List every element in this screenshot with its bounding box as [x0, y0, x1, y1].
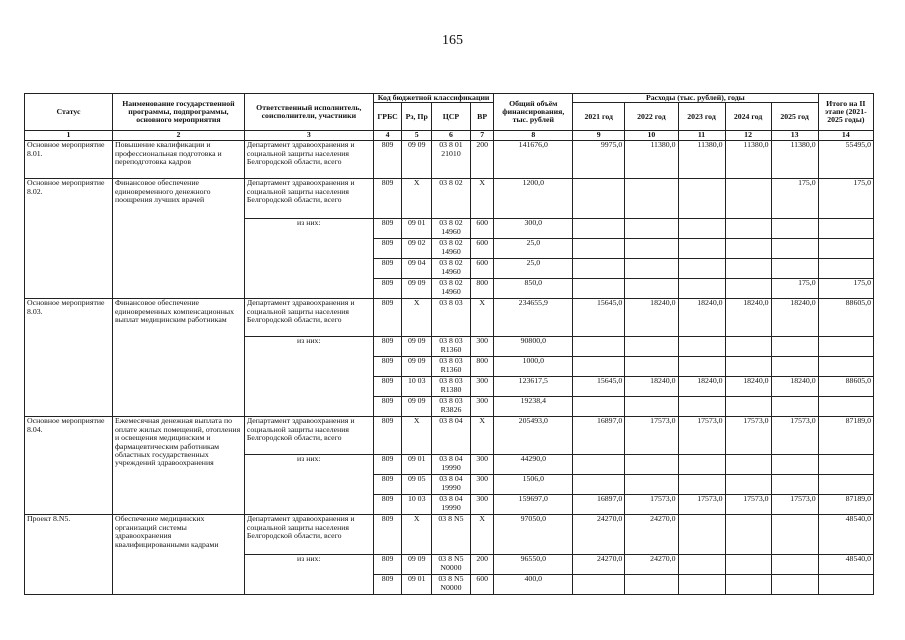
y2021-cell	[573, 357, 625, 377]
total-cell: 850,0	[494, 279, 573, 299]
column-number: 12	[725, 131, 771, 141]
header-total-financing: Общий объём финансирования, тыс. рублей	[494, 94, 573, 131]
csr-cell: 03 8 01 21010	[432, 141, 471, 179]
responsible-cell: из них:	[244, 337, 373, 357]
y2022-cell: 24270,0	[625, 515, 678, 555]
itogo-cell: 88605,0	[818, 299, 873, 337]
csr-cell: 03 8 02 14960	[432, 279, 471, 299]
grbs-cell: 809	[373, 417, 402, 455]
vr-cell: 800	[470, 279, 494, 299]
rz-pr-cell: 09 04	[402, 259, 432, 279]
responsible-cell	[244, 397, 373, 417]
y2025-cell	[771, 475, 818, 495]
y2024-cell	[725, 337, 771, 357]
y2022-cell: 11380,0	[625, 141, 678, 179]
y2022-cell	[625, 279, 678, 299]
name-cell: Ежемесячная денежная выплата по оплате жилых помещений, отопления и освещения медицинским и фармацевтическим работникам областных государственных учреждений здравоохранения	[112, 417, 244, 515]
vr-cell: Х	[470, 299, 494, 337]
y2025-cell: 11380,0	[771, 141, 818, 179]
rz-pr-cell: Х	[402, 515, 432, 555]
y2025-cell: 17573,0	[771, 417, 818, 455]
y2025-cell	[771, 259, 818, 279]
y2025-cell	[771, 555, 818, 575]
grbs-cell: 809	[373, 555, 402, 575]
y2024-cell: 18240,0	[725, 299, 771, 337]
y2025-cell: 175,0	[771, 179, 818, 219]
total-cell: 1200,0	[494, 179, 573, 219]
itogo-cell	[818, 575, 873, 595]
responsible-cell: из них:	[244, 555, 373, 575]
column-number: 4	[373, 131, 402, 141]
y2021-cell: 24270,0	[573, 555, 625, 575]
y2021-cell	[573, 279, 625, 299]
grbs-cell: 809	[373, 299, 402, 337]
status-cell: Основное мероприятие 8.03.	[25, 299, 113, 417]
y2022-cell: 17573,0	[625, 495, 678, 515]
csr-cell: 03 8 03	[432, 299, 471, 337]
y2025-cell	[771, 455, 818, 475]
grbs-cell: 809	[373, 219, 402, 239]
y2021-cell	[573, 219, 625, 239]
y2025-cell	[771, 515, 818, 555]
y2024-cell	[725, 555, 771, 575]
y2023-cell	[678, 475, 725, 495]
vr-cell: 300	[470, 455, 494, 475]
total-cell: 25,0	[494, 259, 573, 279]
grbs-cell: 809	[373, 475, 402, 495]
column-number: 3	[244, 131, 373, 141]
name-cell: Финансовое обеспечение единовременного денежного поощрения лучших врачей	[112, 179, 244, 299]
rz-pr-cell: 09 09	[402, 337, 432, 357]
vr-cell: 300	[470, 337, 494, 357]
header-vr: ВР	[470, 103, 494, 131]
total-cell: 1506,0	[494, 475, 573, 495]
y2024-cell	[725, 219, 771, 239]
rz-pr-cell: 09 01	[402, 575, 432, 595]
y2024-cell	[725, 455, 771, 475]
responsible-cell	[244, 575, 373, 595]
header-2023: 2023 год	[678, 103, 725, 131]
vr-cell: 300	[470, 397, 494, 417]
itogo-cell: 88605,0	[818, 377, 873, 397]
y2023-cell	[678, 575, 725, 595]
y2025-cell	[771, 575, 818, 595]
table-header	[25, 94, 874, 141]
y2022-cell	[625, 397, 678, 417]
grbs-cell: 809	[373, 179, 402, 219]
y2024-cell	[725, 179, 771, 219]
csr-cell: 03 8 03 R3826	[432, 397, 471, 417]
itogo-cell: 48540,0	[818, 555, 873, 575]
y2023-cell: 18240,0	[678, 299, 725, 337]
y2021-cell: 16897,0	[573, 495, 625, 515]
csr-cell: 03 8 02 14960	[432, 239, 471, 259]
csr-cell: 03 8 04	[432, 417, 471, 455]
y2022-cell	[625, 337, 678, 357]
y2025-cell	[771, 239, 818, 259]
itogo-cell	[818, 455, 873, 475]
y2024-cell: 17573,0	[725, 495, 771, 515]
table-row	[25, 417, 874, 455]
header-2025: 2025 год	[771, 103, 818, 131]
itogo-cell	[818, 475, 873, 495]
total-cell: 44290,0	[494, 455, 573, 475]
y2024-cell	[725, 259, 771, 279]
grbs-cell: 809	[373, 337, 402, 357]
column-numbers-row	[25, 131, 874, 141]
csr-cell: 03 8 N5 N0000	[432, 575, 471, 595]
table-row	[25, 179, 874, 219]
y2025-cell: 18240,0	[771, 377, 818, 397]
rz-pr-cell: 09 01	[402, 219, 432, 239]
y2021-cell: 15645,0	[573, 377, 625, 397]
header-name: Наименование государственной программы, подпрограммы, основного мероприятия	[112, 94, 244, 131]
y2024-cell: 18240,0	[725, 377, 771, 397]
y2023-cell	[678, 219, 725, 239]
y2025-cell	[771, 219, 818, 239]
vr-cell: 200	[470, 141, 494, 179]
y2024-cell	[725, 239, 771, 259]
csr-cell: 03 8 N5 N0000	[432, 555, 471, 575]
y2022-cell	[625, 455, 678, 475]
y2022-cell	[625, 357, 678, 377]
status-cell: Проект 8.N5.	[25, 515, 113, 595]
header-expenses: Расходы (тыс. рублей), годы	[573, 94, 818, 103]
responsible-cell	[244, 495, 373, 515]
y2023-cell	[678, 555, 725, 575]
header-2021: 2021 год	[573, 103, 625, 131]
y2021-cell	[573, 455, 625, 475]
vr-cell: Х	[470, 417, 494, 455]
header-2022: 2022 год	[625, 103, 678, 131]
header-itogo: Итого на II этапе (2021-2025 годы)	[818, 94, 873, 131]
y2024-cell: 17573,0	[725, 417, 771, 455]
csr-cell: 03 8 03 R1360	[432, 357, 471, 377]
itogo-cell	[818, 219, 873, 239]
grbs-cell: 809	[373, 279, 402, 299]
total-cell: 90800,0	[494, 337, 573, 357]
y2021-cell: 24270,0	[573, 515, 625, 555]
y2023-cell	[678, 397, 725, 417]
column-number: 8	[494, 131, 573, 141]
y2023-cell	[678, 515, 725, 555]
table-row	[25, 141, 874, 179]
header-rz-pr: Рз, Пр	[402, 103, 432, 131]
name-cell: Повышение квалификации и профессиональная подготовка и переподготовка кадров	[112, 141, 244, 179]
y2022-cell: 24270,0	[625, 555, 678, 575]
header-2024: 2024 год	[725, 103, 771, 131]
y2022-cell	[625, 219, 678, 239]
responsible-cell	[244, 377, 373, 397]
responsible-cell: Департамент здравоохранения и социальной защиты населения Белгородской области, всего	[244, 515, 373, 555]
header-budget-code: Код бюджетной классификации	[373, 94, 494, 103]
rz-pr-cell: 09 09	[402, 279, 432, 299]
grbs-cell: 809	[373, 397, 402, 417]
grbs-cell: 809	[373, 259, 402, 279]
y2022-cell	[625, 475, 678, 495]
responsible-cell: из них:	[244, 219, 373, 239]
vr-cell: Х	[470, 515, 494, 555]
budget-table	[24, 93, 874, 595]
y2025-cell: 18240,0	[771, 299, 818, 337]
responsible-cell	[244, 259, 373, 279]
y2022-cell	[625, 575, 678, 595]
itogo-cell	[818, 397, 873, 417]
grbs-cell: 809	[373, 377, 402, 397]
csr-cell: 03 8 N5	[432, 515, 471, 555]
column-number: 2	[112, 131, 244, 141]
total-cell: 300,0	[494, 219, 573, 239]
header-status: Статус	[25, 94, 113, 131]
y2021-cell	[573, 475, 625, 495]
csr-cell: 03 8 04 19990	[432, 455, 471, 475]
y2021-cell	[573, 575, 625, 595]
status-cell: Основное мероприятие 8.02.	[25, 179, 113, 299]
y2022-cell	[625, 179, 678, 219]
header-responsible: Ответственный исполнитель, соисполнители, участники	[244, 94, 373, 131]
y2024-cell	[725, 475, 771, 495]
vr-cell: 200	[470, 555, 494, 575]
vr-cell: 300	[470, 377, 494, 397]
rz-pr-cell: 09 09	[402, 141, 432, 179]
itogo-cell: 175,0	[818, 279, 873, 299]
y2024-cell: 11380,0	[725, 141, 771, 179]
rz-pr-cell: 10 03	[402, 377, 432, 397]
status-cell: Основное мероприятие 8.01.	[25, 141, 113, 179]
rz-pr-cell: 09 05	[402, 475, 432, 495]
total-cell: 25,0	[494, 239, 573, 259]
y2021-cell	[573, 337, 625, 357]
column-number: 6	[432, 131, 471, 141]
y2024-cell	[725, 575, 771, 595]
itogo-cell	[818, 239, 873, 259]
y2021-cell	[573, 259, 625, 279]
itogo-cell: 87189,0	[818, 495, 873, 515]
responsible-cell: из них:	[244, 455, 373, 475]
vr-cell: 300	[470, 495, 494, 515]
responsible-cell: Департамент здравоохранения и социальной защиты населения Белгородской области, всего	[244, 299, 373, 337]
total-cell: 19238,4	[494, 397, 573, 417]
csr-cell: 03 8 02	[432, 179, 471, 219]
itogo-cell	[818, 259, 873, 279]
y2025-cell: 175,0	[771, 279, 818, 299]
column-number: 9	[573, 131, 625, 141]
grbs-cell: 809	[373, 515, 402, 555]
column-number: 1	[25, 131, 113, 141]
rz-pr-cell: 09 09	[402, 555, 432, 575]
total-cell: 159697,0	[494, 495, 573, 515]
total-cell: 400,0	[494, 575, 573, 595]
total-cell: 123617,5	[494, 377, 573, 397]
vr-cell: 800	[470, 357, 494, 377]
total-cell: 141676,0	[494, 141, 573, 179]
y2023-cell	[678, 259, 725, 279]
y2022-cell: 18240,0	[625, 299, 678, 337]
itogo-cell: 87189,0	[818, 417, 873, 455]
y2024-cell	[725, 279, 771, 299]
total-cell: 205493,0	[494, 417, 573, 455]
y2024-cell	[725, 357, 771, 377]
vr-cell: 300	[470, 475, 494, 495]
grbs-cell: 809	[373, 239, 402, 259]
table-body	[25, 141, 874, 595]
responsible-cell	[244, 475, 373, 495]
y2021-cell: 15645,0	[573, 299, 625, 337]
csr-cell: 03 8 02 14960	[432, 259, 471, 279]
itogo-cell: 55495,0	[818, 141, 873, 179]
status-cell: Основное мероприятие 8.04.	[25, 417, 113, 515]
column-number: 13	[771, 131, 818, 141]
csr-cell: 03 8 02 14960	[432, 219, 471, 239]
y2021-cell: 16897,0	[573, 417, 625, 455]
rz-pr-cell: 09 09	[402, 397, 432, 417]
y2023-cell	[678, 357, 725, 377]
csr-cell: 03 8 04 19990	[432, 475, 471, 495]
vr-cell: 600	[470, 575, 494, 595]
grbs-cell: 809	[373, 495, 402, 515]
grbs-cell: 809	[373, 141, 402, 179]
itogo-cell: 175,0	[818, 179, 873, 219]
y2025-cell: 17573,0	[771, 495, 818, 515]
y2022-cell	[625, 259, 678, 279]
y2021-cell	[573, 397, 625, 417]
csr-cell: 03 8 03 R1360	[432, 337, 471, 357]
y2022-cell	[625, 239, 678, 259]
responsible-cell	[244, 357, 373, 377]
itogo-cell	[818, 357, 873, 377]
column-number: 11	[678, 131, 725, 141]
rz-pr-cell: 09 09	[402, 357, 432, 377]
column-number: 7	[470, 131, 494, 141]
y2021-cell: 9975,0	[573, 141, 625, 179]
y2023-cell	[678, 337, 725, 357]
responsible-cell: Департамент здравоохранения и социальной защиты населения Белгородской области, всего	[244, 141, 373, 179]
rz-pr-cell: Х	[402, 299, 432, 337]
y2023-cell: 18240,0	[678, 377, 725, 397]
csr-cell: 03 8 04 19990	[432, 495, 471, 515]
y2023-cell	[678, 455, 725, 475]
y2022-cell: 18240,0	[625, 377, 678, 397]
grbs-cell: 809	[373, 357, 402, 377]
rz-pr-cell: 10 03	[402, 495, 432, 515]
vr-cell: 600	[470, 219, 494, 239]
rz-pr-cell: 09 01	[402, 455, 432, 475]
grbs-cell: 809	[373, 575, 402, 595]
column-number: 10	[625, 131, 678, 141]
table-row	[25, 299, 874, 337]
total-cell: 97050,0	[494, 515, 573, 555]
y2021-cell	[573, 239, 625, 259]
table-row	[25, 515, 874, 555]
total-cell: 96550,0	[494, 555, 573, 575]
page-number: 165	[442, 33, 463, 48]
vr-cell: 600	[470, 239, 494, 259]
y2025-cell	[771, 357, 818, 377]
y2024-cell	[725, 397, 771, 417]
y2023-cell: 11380,0	[678, 141, 725, 179]
y2021-cell	[573, 179, 625, 219]
itogo-cell	[818, 337, 873, 357]
grbs-cell: 809	[373, 455, 402, 475]
responsible-cell: Департамент здравоохранения и социальной защиты населения Белгородской области, всего	[244, 179, 373, 219]
total-cell: 234655,9	[494, 299, 573, 337]
y2023-cell	[678, 279, 725, 299]
header-grbs: ГРБС	[373, 103, 402, 131]
rz-pr-cell: 09 02	[402, 239, 432, 259]
rz-pr-cell: Х	[402, 179, 432, 219]
y2025-cell	[771, 337, 818, 357]
vr-cell: 600	[470, 259, 494, 279]
responsible-cell	[244, 279, 373, 299]
column-number: 14	[818, 131, 873, 141]
y2023-cell	[678, 179, 725, 219]
itogo-cell: 48540,0	[818, 515, 873, 555]
y2023-cell: 17573,0	[678, 495, 725, 515]
responsible-cell	[244, 239, 373, 259]
column-number: 5	[402, 131, 432, 141]
rz-pr-cell: Х	[402, 417, 432, 455]
name-cell: Финансовое обеспечение единовременных компенсационных выплат медицинским работникам	[112, 299, 244, 417]
vr-cell: Х	[470, 179, 494, 219]
header-csr: ЦСР	[432, 103, 471, 131]
csr-cell: 03 8 03 R1380	[432, 377, 471, 397]
y2022-cell: 17573,0	[625, 417, 678, 455]
y2023-cell: 17573,0	[678, 417, 725, 455]
total-cell: 1000,0	[494, 357, 573, 377]
y2025-cell	[771, 397, 818, 417]
name-cell: Обеспечение медицинских организаций системы здравоохранения квалифицированными кадрами	[112, 515, 244, 595]
responsible-cell: Департамент здравоохранения и социальной защиты населения Белгородской области, всего	[244, 417, 373, 455]
y2023-cell	[678, 239, 725, 259]
y2024-cell	[725, 515, 771, 555]
